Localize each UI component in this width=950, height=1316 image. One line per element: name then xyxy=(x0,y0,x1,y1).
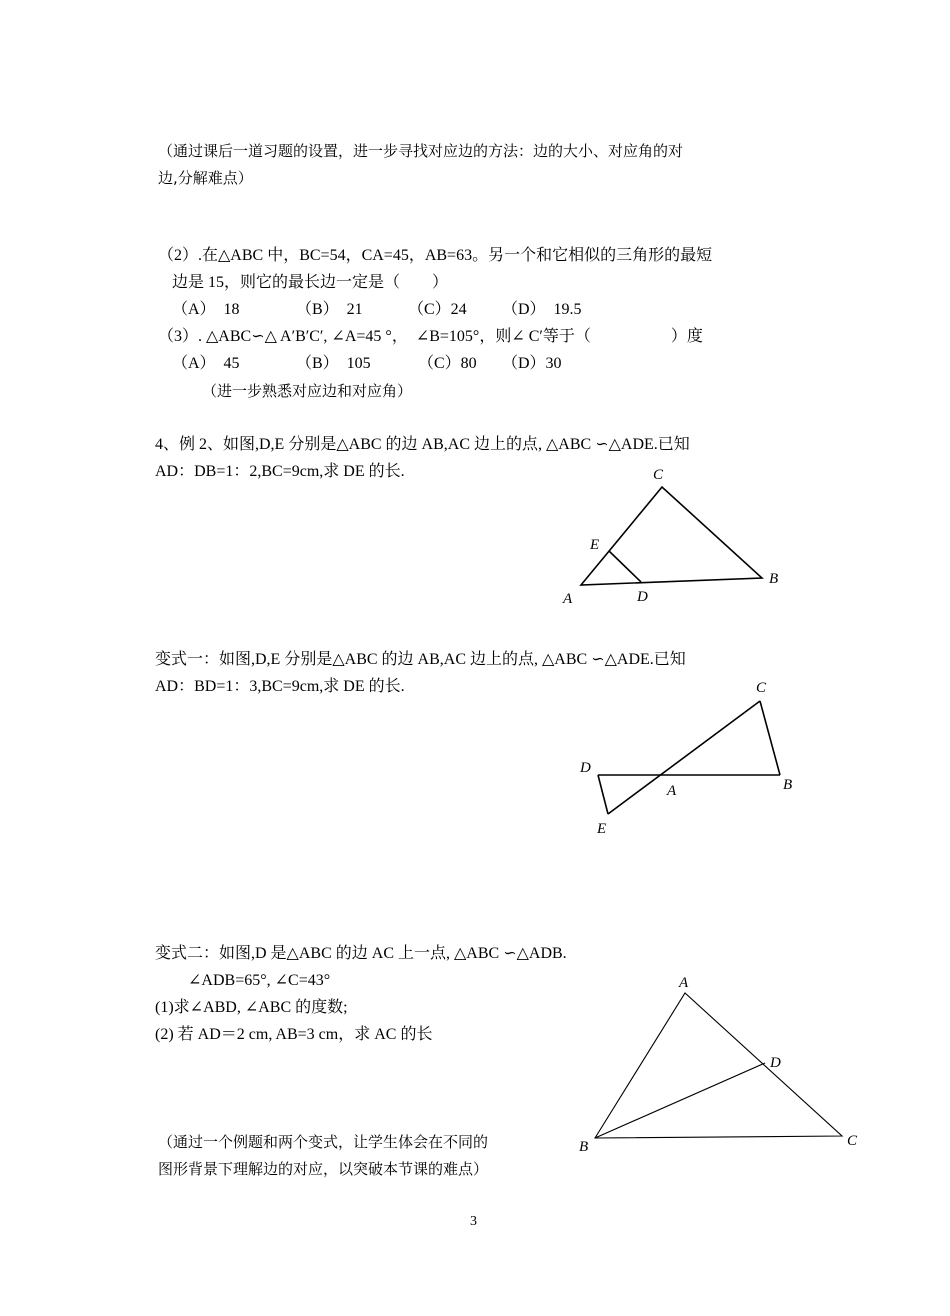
variant2-line4: (2) 若 AD＝2 cm, AB=3 cm，求 AC 的长 xyxy=(155,1026,433,1043)
figure-variant1 xyxy=(579,680,792,837)
q3-note: （进一步熟悉对应边和对应角） xyxy=(202,382,413,400)
variant1-line2: AD：BD=1：3,BC=9cm,求 DE 的长. xyxy=(155,678,405,695)
variant1-line1: 变式一：如图,D,E 分别是△ABC 的边 AB,AC 边上的点, △ABC ∽△ADE.已知 xyxy=(155,651,686,668)
note1-line1: （通过课后一道习题的设置，进一步寻找对应边的方法：边的大小、对应角的对 xyxy=(158,142,684,160)
variant2-line1: 变式二：如图,D 是△ABC 的边 AC 上一点, △ABC ∽△ADB. xyxy=(155,945,567,962)
note2-line2: 图形背景下理解边的对应，以突破本节课的难点） xyxy=(158,1160,489,1178)
note2-line1: （通过一个例题和两个变式，让学生体会在不同的 xyxy=(158,1133,489,1151)
figure-example2 xyxy=(562,467,778,607)
q3-option-c: （C）80 xyxy=(418,355,477,372)
triangle-abc xyxy=(581,487,762,585)
segment-cb xyxy=(760,701,780,775)
segment-bd xyxy=(595,1063,765,1138)
note1-line2: 边,分解难点） xyxy=(158,169,253,187)
q2-option-a: （A） 18 xyxy=(172,301,240,318)
label-d: D xyxy=(770,1055,781,1071)
label-b: B xyxy=(783,777,793,793)
q2-option-b: （B） 21 xyxy=(296,301,363,318)
variant2-line2: ∠ADB=65°, ∠C=43° xyxy=(188,972,331,989)
page-number: 3 xyxy=(470,1214,477,1229)
label-c: C xyxy=(653,467,664,483)
label-c: C xyxy=(756,680,767,696)
label-b: B xyxy=(579,1139,589,1155)
q3-stem: （3）. △ABC∽△ A′B′C′, ∠A=45 °， ∠B=105°，则∠ C′等于（ ）度 xyxy=(158,328,703,345)
q2-line1: （2）.在△ABC 中，BC=54，CA=45，AB=63。另一个和它相似的三角形的最短 xyxy=(158,247,713,264)
q3-option-d: （D）30 xyxy=(502,355,562,372)
segment-ec xyxy=(608,701,760,814)
label-e: E xyxy=(590,537,600,553)
figure-variant2 xyxy=(579,975,858,1155)
q2-option-c: （C）24 xyxy=(408,301,467,318)
segment-de xyxy=(598,775,608,814)
variant2-line3: (1)求∠ABD, ∠ABC 的度数; xyxy=(155,999,348,1016)
label-e: E xyxy=(597,821,607,837)
label-b: B xyxy=(769,571,779,587)
q3-option-a: （A） 45 xyxy=(172,355,240,372)
example2-line1: 4、例 2、如图,D,E 分别是△ABC 的边 AB,AC 边上的点, △ABC ∽△ADE.已知 xyxy=(155,436,690,453)
q2-line2: 边是 15，则它的最长边一定是（ ） xyxy=(172,274,449,291)
label-a: A xyxy=(679,975,689,991)
label-a: A xyxy=(563,591,573,607)
triangle-abc xyxy=(595,993,842,1138)
q3-option-b: （B） 105 xyxy=(296,355,371,372)
example2-line2: AD：DB=1：2,BC=9cm,求 DE 的长. xyxy=(155,463,405,480)
label-a: A xyxy=(667,783,677,799)
q2-option-d: （D） 19.5 xyxy=(502,301,582,318)
segment-de xyxy=(609,551,641,582)
label-d: D xyxy=(637,589,648,605)
label-d: D xyxy=(580,760,591,776)
label-c: C xyxy=(847,1133,858,1149)
